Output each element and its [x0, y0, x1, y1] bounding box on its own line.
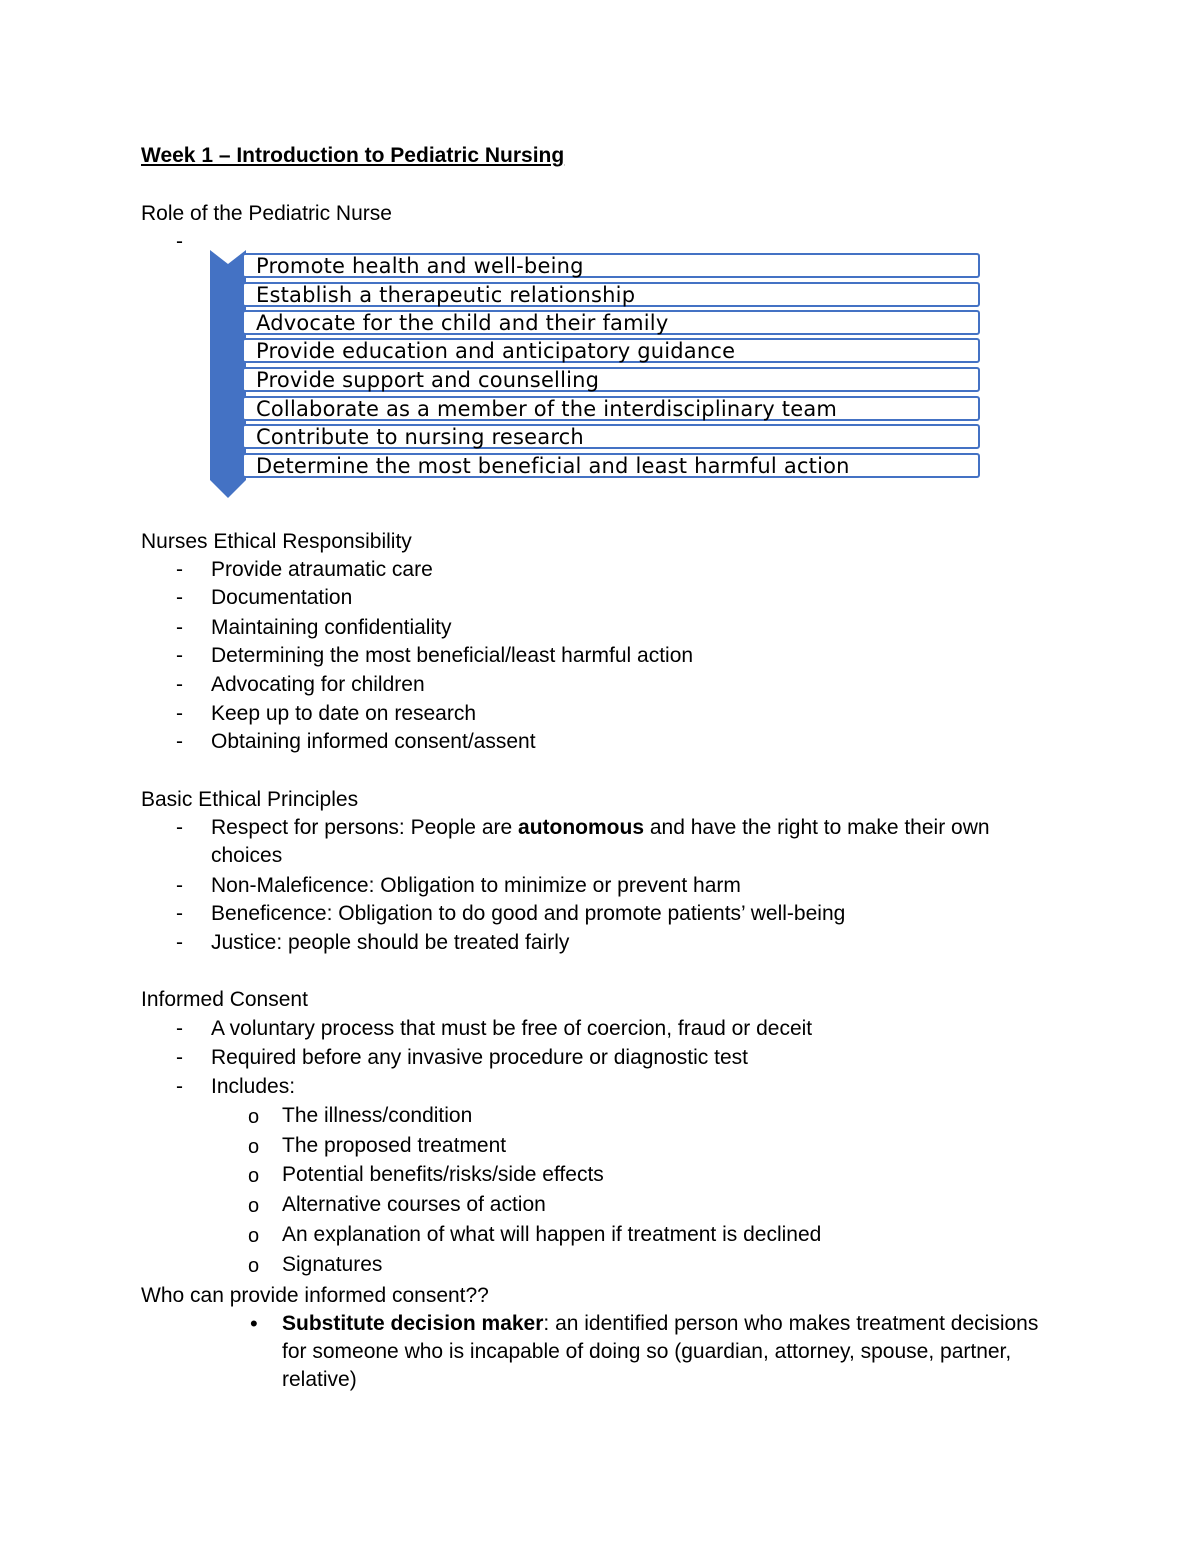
role-item: [242, 424, 980, 449]
circle-bullet: o: [248, 1165, 260, 1187]
role-heading: Role of the Pediatric Nurse: [141, 202, 392, 225]
respect-principle: [211, 814, 1011, 870]
dash-bullet: -: [176, 673, 183, 696]
list-item: Keep up to date on research: [211, 702, 477, 725]
respect-prefix: Respect for persons: People are: [211, 816, 519, 839]
respect-suffix: and have the right to make their own choices: [211, 816, 990, 867]
dash-bullet: -: [176, 586, 183, 609]
role-item-label: Collaborate as a member of the interdisciplinary team: [256, 397, 838, 421]
dash-bullet: -: [176, 230, 183, 253]
list-item: Documentation: [211, 586, 353, 609]
role-item-label: Determine the most beneficial and least harmful action: [256, 454, 850, 478]
role-item: [242, 396, 980, 421]
sub-list-item: Alternative courses of action: [282, 1193, 546, 1216]
dash-bullet: -: [176, 931, 183, 954]
chevron-down-shape: [210, 250, 246, 498]
informed-consent-heading: Informed Consent: [141, 988, 308, 1011]
list-item: Obtaining informed consent/assent: [211, 730, 536, 753]
dash-bullet: -: [176, 874, 183, 897]
circle-bullet: o: [248, 1225, 260, 1247]
dash-bullet: -: [176, 902, 183, 925]
circle-bullet: o: [248, 1255, 260, 1277]
sub-list-item: The illness/condition: [282, 1104, 473, 1127]
role-item-label: Promote health and well-being: [256, 254, 584, 278]
role-item: [242, 338, 980, 363]
dash-bullet: -: [176, 1017, 183, 1040]
list-item: Provide atraumatic care: [211, 558, 433, 581]
substitute-decision-maker: [282, 1310, 1062, 1394]
dash-bullet: -: [176, 702, 183, 725]
dash-bullet: -: [176, 816, 183, 839]
list-item: Advocating for children: [211, 673, 425, 696]
round-bullet: •: [250, 1311, 258, 1336]
role-item: [242, 282, 980, 307]
sdm-definition: : an identified person who makes treatment decisions for someone who is incapable of doing so (guardian, attorney, spouse, partner, relative): [282, 1312, 1039, 1391]
list-item: Includes:: [211, 1075, 296, 1098]
dash-bullet: -: [176, 1046, 183, 1069]
who-consent-heading: Who can provide informed consent??: [141, 1284, 489, 1307]
page-title: Week 1 – Introduction to Pediatric Nursing: [141, 144, 565, 167]
list-item: Required before any invasive procedure or diagnostic test: [211, 1046, 748, 1069]
role-smartart-list: [210, 250, 986, 500]
role-item-label: Establish a therapeutic relationship: [256, 283, 636, 307]
list-item: A voluntary process that must be free of coercion, fraud or deceit: [211, 1017, 813, 1040]
list-item: Justice: people should be treated fairly: [211, 931, 570, 954]
sub-list-item: Signatures: [282, 1253, 383, 1276]
sub-list-item: An explanation of what will happen if treatment is declined: [282, 1223, 822, 1246]
role-item-label: Provide education and anticipatory guidance: [256, 339, 736, 363]
role-item-label: Contribute to nursing research: [256, 425, 584, 449]
dash-bullet: -: [176, 730, 183, 753]
list-item: Determining the most beneficial/least harmful action: [211, 644, 694, 667]
dash-bullet: -: [176, 558, 183, 581]
role-item: [242, 453, 980, 478]
role-item-label: Provide support and counselling: [256, 368, 600, 392]
list-item: Maintaining confidentiality: [211, 616, 452, 639]
respect-bold-term: autonomous: [518, 816, 645, 839]
role-item: [242, 367, 980, 392]
circle-bullet: o: [248, 1136, 260, 1158]
ethical-responsibility-heading: Nurses Ethical Responsibility: [141, 530, 412, 553]
sdm-term: Substitute decision maker: [282, 1312, 544, 1335]
role-item: [242, 310, 980, 335]
dash-bullet: -: [176, 644, 183, 667]
sub-list-item: The proposed treatment: [282, 1134, 507, 1157]
dash-bullet: -: [176, 616, 183, 639]
sub-list-item: Potential benefits/risks/side effects: [282, 1163, 604, 1186]
role-item-label: Advocate for the child and their family: [256, 311, 669, 335]
ethical-principles-heading: Basic Ethical Principles: [141, 788, 359, 811]
list-item: Non-Maleficence: Obligation to minimize or prevent harm: [211, 874, 741, 897]
role-item: [242, 253, 980, 278]
circle-bullet: o: [248, 1195, 260, 1217]
circle-bullet: o: [248, 1106, 260, 1128]
dash-bullet: -: [176, 1075, 183, 1098]
list-item: Beneficence: Obligation to do good and promote patients’ well-being: [211, 902, 846, 925]
